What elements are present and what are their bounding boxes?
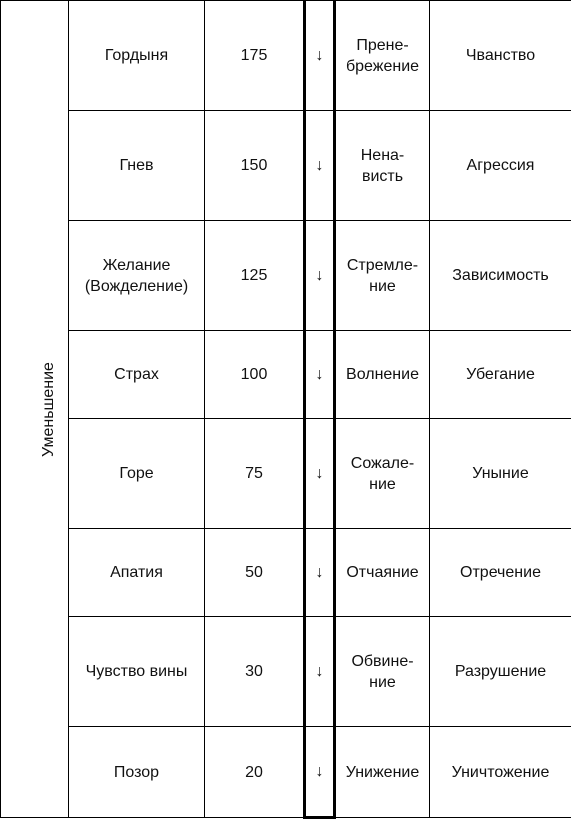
level-name: Чувство вины — [69, 617, 205, 727]
table-row — [1, 529, 571, 617]
emotion-name: Унижение — [335, 727, 430, 818]
table-row — [1, 727, 571, 818]
level-name: Позор — [69, 727, 205, 818]
emotion-name: Волнение — [335, 331, 430, 419]
process-name: Зависимость — [430, 221, 571, 331]
table-row — [1, 419, 571, 529]
section-label: Уменьшение — [38, 362, 59, 457]
level-value: 175 — [205, 1, 305, 111]
level-value: 125 — [205, 221, 305, 331]
process-name: Чванство — [430, 1, 571, 111]
process-name: Убегание — [430, 331, 571, 419]
process-name: Отречение — [430, 529, 571, 617]
level-name: Гнев — [69, 111, 205, 221]
level-value: 20 — [205, 727, 305, 818]
arrow-down-icon: ↓ — [305, 419, 335, 529]
table-row — [1, 331, 571, 419]
emotion-name: Обвине- ние — [335, 617, 430, 727]
process-name: Агрессия — [430, 111, 571, 221]
arrow-down-icon: ↓ — [305, 221, 335, 331]
emotion-name: Отчаяние — [335, 529, 430, 617]
level-name: Апатия — [69, 529, 205, 617]
level-value: 30 — [205, 617, 305, 727]
table-row — [1, 617, 571, 727]
arrow-down-icon: ↓ — [305, 1, 335, 111]
level-name: Горе — [69, 419, 205, 529]
level-value: 50 — [205, 529, 305, 617]
level-value: 75 — [205, 419, 305, 529]
level-name: Страх — [69, 331, 205, 419]
level-name: Желание (Вожделение) — [69, 221, 205, 331]
arrow-down-icon: ↓ — [305, 529, 335, 617]
emotion-name: Нена- висть — [335, 111, 430, 221]
arrow-down-icon: ↓ — [305, 617, 335, 727]
table-row — [1, 1, 571, 111]
table-body — [1, 1, 571, 818]
arrow-down-icon: ↓ — [305, 111, 335, 221]
process-name: Уныние — [430, 419, 571, 529]
emotion-name: Сожале- ние — [335, 419, 430, 529]
emotion-name: Прене- брежение — [335, 1, 430, 111]
arrow-down-icon: ↓ — [305, 331, 335, 419]
emotion-name: Стремле- ние — [335, 221, 430, 331]
table-row — [1, 111, 571, 221]
arrow-down-icon: ↓ — [305, 727, 335, 818]
process-name: Уничтожение — [430, 727, 571, 818]
section-label-cell — [1, 1, 69, 818]
level-name: Гордыня — [69, 1, 205, 111]
table-row — [1, 221, 571, 331]
level-value: 100 — [205, 331, 305, 419]
process-name: Разрушение — [430, 617, 571, 727]
level-value: 150 — [205, 111, 305, 221]
